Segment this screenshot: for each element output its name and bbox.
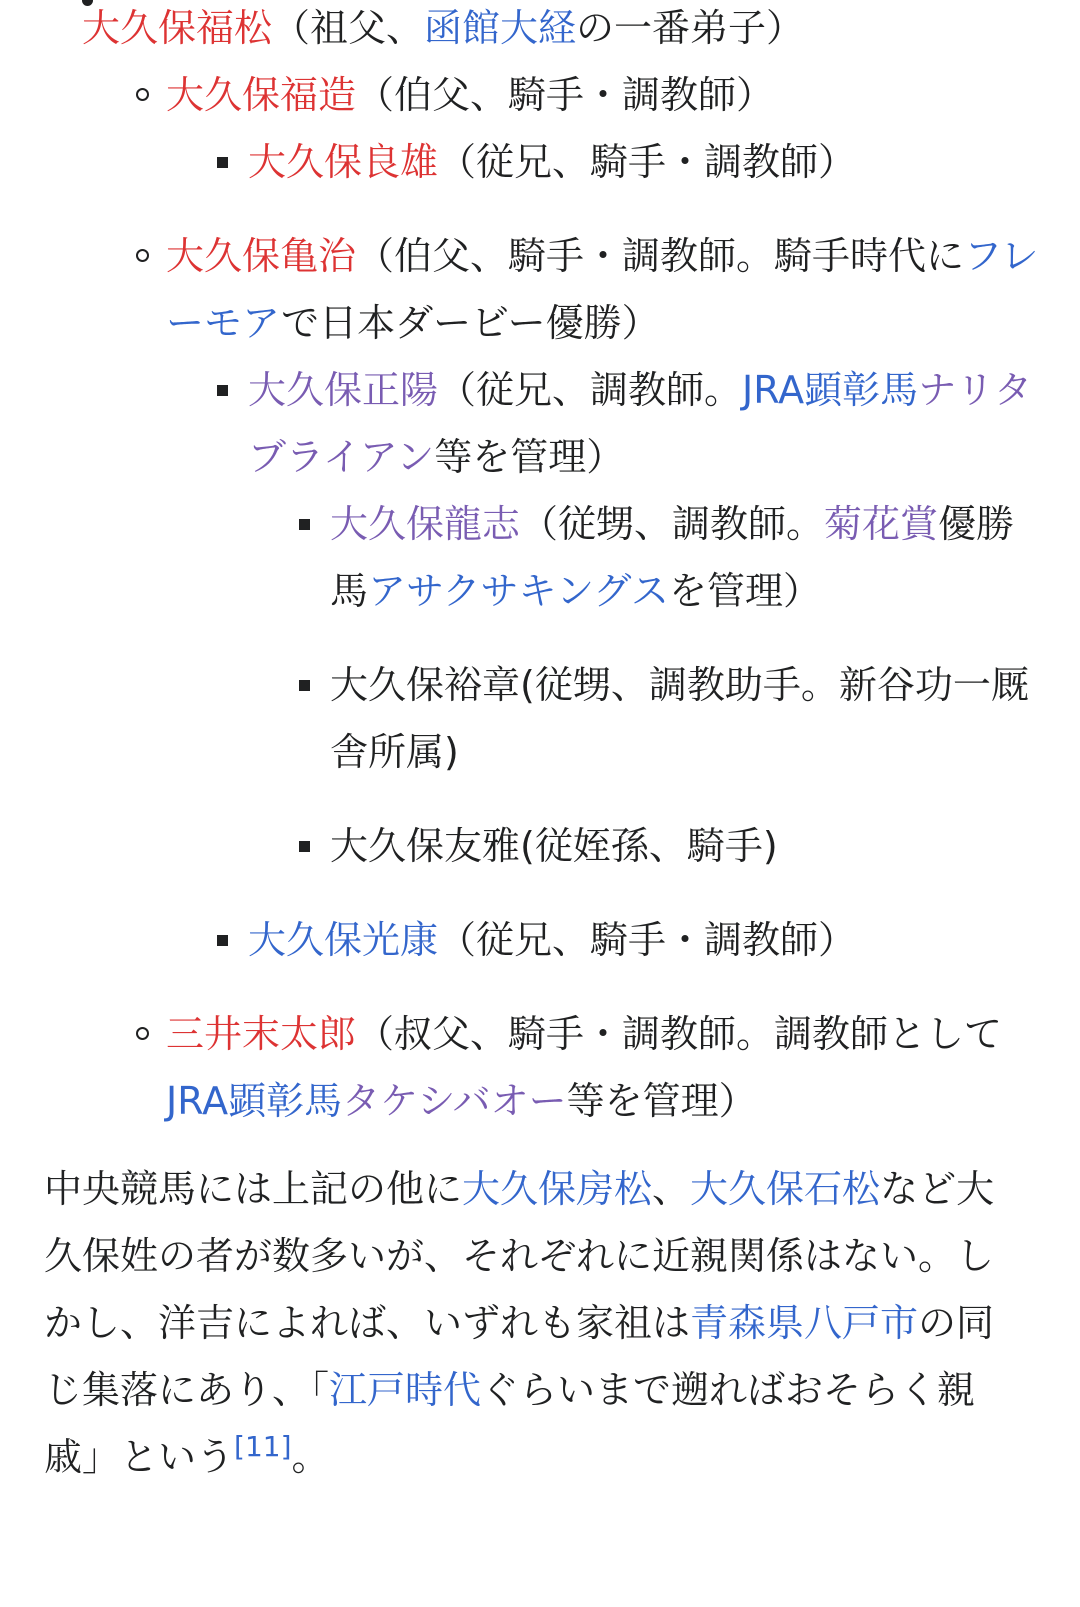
family-list xyxy=(82,0,1042,1135)
para-text: 中央競馬には上記の他に xyxy=(44,1167,463,1211)
list-item-fukumatsu xyxy=(82,0,1042,1135)
link-mitsui-suetaro[interactable]: 三井末太郎 xyxy=(166,1012,357,1056)
square-bullet xyxy=(299,680,310,691)
link-okubo-kameji[interactable]: 大久保亀治 xyxy=(166,234,357,278)
para-text: など大久保姓の者が数多いが、それぞれに近親関係はない。しかし、洋吉によれば、いずれも家祖は xyxy=(44,1167,995,1345)
list-item-yoshio xyxy=(248,129,1042,196)
link-hakodate-daikei[interactable]: 函館大経 xyxy=(424,6,577,50)
sublist-level-3 xyxy=(248,357,1042,974)
circle-bullet xyxy=(136,249,149,262)
link-okubo-fukumatsu[interactable]: 大久保福松 xyxy=(82,6,273,50)
link-okubo-masaaki[interactable]: 大久保正陽 xyxy=(248,368,439,412)
link-okubo-mitsuyasu[interactable]: 大久保光康 xyxy=(248,918,439,962)
list-item-ryuji xyxy=(330,491,1042,625)
item-text: 大久保裕章(従甥、調教助手。新谷功一厩舎所属) xyxy=(330,663,1029,774)
item-desc: （従兄、騎手・調教師） xyxy=(438,918,857,962)
item-desc: （従兄、調教師。 xyxy=(438,368,743,412)
item-desc: （伯父、騎手・調教師） xyxy=(356,73,775,117)
link-okubo-fukuzo[interactable]: 大久保福造 xyxy=(166,73,357,117)
square-bullet xyxy=(217,157,228,168)
list-item-hiroaki xyxy=(330,652,1042,786)
item-desc: （従甥、調教師。 xyxy=(520,502,825,546)
item-desc: （祖父、 xyxy=(272,6,425,50)
link-kikka-sho[interactable]: 菊花賞 xyxy=(824,502,939,546)
para-text: 、 xyxy=(652,1167,691,1211)
reference-link[interactable]: [11] xyxy=(234,1430,292,1463)
circle-bullet xyxy=(136,1027,149,1040)
link-flairmore[interactable]: フレーモア xyxy=(166,234,1039,345)
link-okubo-yoshio[interactable]: 大久保良雄 xyxy=(248,140,439,184)
list-item-mitsuyasu xyxy=(248,907,1042,974)
link-okubo-ishimatsu[interactable]: 大久保石松 xyxy=(690,1167,881,1211)
link-takeshiba-o[interactable]: タケシバオー xyxy=(342,1079,567,1123)
body-paragraph xyxy=(44,1156,1004,1491)
item-text: 大久保友雅(従姪孫、騎手) xyxy=(330,824,778,868)
sublist-level-4 xyxy=(330,491,1042,880)
sublist-level-2 xyxy=(166,62,1042,1135)
item-desc: 優勝馬 xyxy=(330,502,1015,613)
list-item-masaaki xyxy=(248,357,1042,880)
para-text: ぐらいまで遡ればおそらく親戚」という xyxy=(44,1368,976,1479)
link-okubo-ryuji[interactable]: 大久保龍志 xyxy=(330,502,521,546)
link-okubo-fusamatsu[interactable]: 大久保房松 xyxy=(462,1167,653,1211)
link-jra-hall-of-fame[interactable]: JRA顕彰馬 xyxy=(166,1079,343,1123)
para-text: 。 xyxy=(291,1435,330,1479)
item-desc: （従兄、騎手・調教師） xyxy=(438,140,857,184)
link-narita-brian[interactable]: ナリタブライアン xyxy=(248,368,1033,479)
square-bullet xyxy=(299,841,310,852)
square-bullet xyxy=(217,385,228,396)
list-item-tomomasa xyxy=(330,813,1042,880)
link-jra-hall-of-fame[interactable]: JRA顕彰馬 xyxy=(742,368,919,412)
sublist-level-3 xyxy=(248,129,1042,196)
item-desc: （伯父、騎手・調教師。騎手時代に xyxy=(356,234,965,278)
square-bullet xyxy=(217,935,228,946)
link-edo-period[interactable]: 江戸時代 xyxy=(329,1368,482,1412)
item-desc: の一番弟子） xyxy=(576,6,805,50)
item-desc: を管理） xyxy=(668,569,821,613)
list-item-fukuzo xyxy=(166,62,1042,196)
item-desc: （叔父、騎手・調教師。調教師として xyxy=(356,1012,1003,1056)
list-item-kameji xyxy=(166,223,1042,974)
item-desc: 等を管理） xyxy=(566,1079,757,1123)
circle-bullet xyxy=(136,88,149,101)
item-desc: 等を管理） xyxy=(434,435,625,479)
para-text: の同じ集落にあり、「 xyxy=(44,1301,995,1412)
list-item-mitsui xyxy=(166,1001,1042,1135)
square-bullet xyxy=(299,519,310,530)
link-aomori-hachinohe[interactable]: 青森県八戸市 xyxy=(690,1301,919,1345)
link-asakusa-kings[interactable]: アサクサキングス xyxy=(368,569,669,613)
item-desc: で日本ダービー優勝） xyxy=(281,301,660,345)
